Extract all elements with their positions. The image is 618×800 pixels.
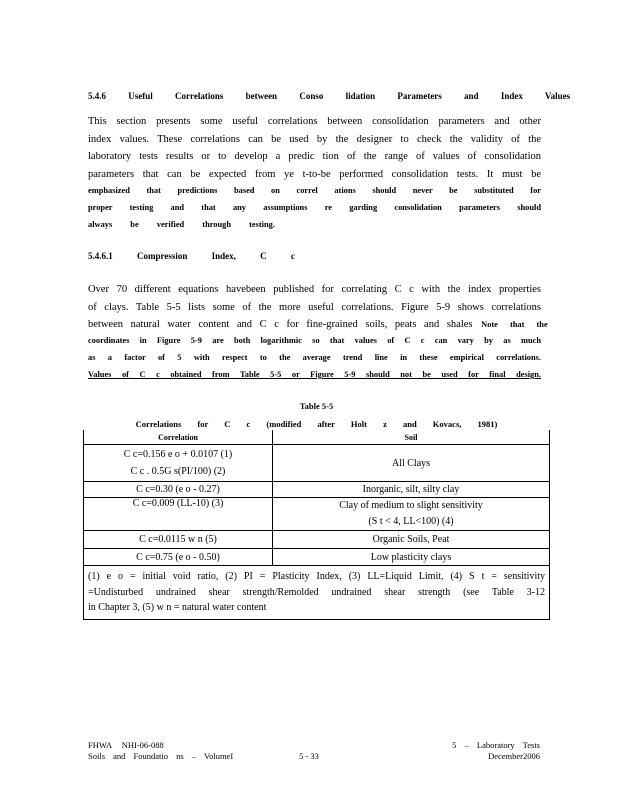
section-heading-text: 5.4.6 Useful Correlations between Conso lidation Parameters and Index Values [88, 91, 571, 101]
footer-chapter: 5 – Laboratory Tests [452, 740, 540, 750]
soil-text: Low plasticity clays [370, 551, 452, 563]
soil-cell [273, 445, 550, 482]
correlation-text: C c=0.0115 w n (5) [139, 534, 217, 545]
table-row [84, 445, 550, 482]
soil-cell [273, 482, 550, 498]
note-line: in Chapter 3, (5) w n = natural water content [88, 602, 267, 613]
table-row [84, 531, 550, 549]
text-line: coordinates in Figure 5-9 are both logarithmic so that values of C c can vary by as much [88, 336, 541, 345]
soil-text: All Clays [391, 457, 431, 469]
subsection-heading [88, 251, 295, 261]
text-line: parameters that can be expected from ye t-to-be performed consolidation tests. It must be [88, 168, 541, 180]
soil-text: (S t < 4, LL<100) (4) [368, 516, 454, 527]
paragraph-intro-emphasis [88, 182, 541, 233]
correlation-cell [84, 498, 273, 531]
text-line: as a factor of 5 with respect to the average trend line in these empirical correlations. [88, 353, 541, 362]
note-line: (1) e o = initial void ratio, (2) PI = Plasticity Index, (3) LL=Liquid Limit, (4) S t = sensitivity [88, 571, 545, 582]
soil-text: Organic Soils, Peat [372, 534, 450, 545]
correlation-cell [84, 445, 273, 482]
text-line: of clays. Table 5-5 lists some of the more useful correlations. Figure 5-9 shows correlations [88, 301, 541, 313]
soil-text: Clay of medium to slight sensitivity [339, 500, 483, 511]
note-line: =Undisturbed undrained shear strength/Remolded undrained shear strength (see Table 3-12 [88, 586, 545, 598]
text-line: emphasized that predictions based on correl ations should never be substituted for [88, 186, 541, 195]
table-header-row [84, 430, 550, 445]
section-heading [88, 91, 571, 101]
soil-cell [273, 549, 550, 566]
footer-right [430, 740, 540, 762]
paragraph-compression-note [88, 332, 541, 383]
text-line: proper testing and that any assumptions re garding consolidation parameters should [88, 203, 541, 212]
text-line [88, 316, 548, 334]
correlation-cell [84, 531, 273, 549]
text-line: Over 70 different equations havebeen published for correlating C c with the index properties [88, 284, 541, 295]
correlation-cell [84, 482, 273, 498]
subsection-heading-text: 5.4.6.1 Compression Index, C c [88, 251, 295, 261]
table-title: Correlations for C c (modified after Holt z and Kovacs, 1981) [135, 419, 498, 429]
table-row [84, 549, 550, 566]
soil-text: Inorganic, silt, silty clay [362, 484, 460, 495]
paragraph-intro [88, 113, 541, 183]
soil-cell [273, 531, 550, 549]
correlation-text: C c=0.75 (e o - 0.50) [136, 551, 220, 563]
table-number: Table 5-5 [299, 401, 334, 411]
column-header-correlation: Correlation [84, 430, 273, 445]
table-row [84, 482, 550, 498]
text-segment: between natural water content and C c for fine-grained soils, peats and shales [88, 319, 473, 330]
column-header-soil: Soil [273, 430, 550, 445]
text-line: laboratory tests results or to develop a predic tion of the range of values of consolidation [88, 151, 541, 162]
text-line: index values. These correlations can be used by the designer to check the validity of the [88, 133, 541, 145]
correlation-cell [84, 549, 273, 566]
soil-cell [273, 498, 550, 531]
page-number: 5 - 33 [299, 751, 319, 761]
footer-date: December2006 [488, 751, 540, 761]
footer-manual-title: Soils and Foundatio ns – VolumeI [88, 751, 234, 761]
paragraph-compression-index [88, 281, 548, 334]
text-line: This section presents some useful correlations between consolidation parameters and other [88, 116, 541, 127]
correlation-text: C c=0.009 (LL-10) (3) [132, 498, 224, 509]
correlation-text: C c=0.156 e o + 0.0107 (1) [123, 449, 233, 460]
table-row [84, 498, 550, 531]
table-notes-row [84, 566, 550, 620]
correlations-table [83, 430, 550, 620]
correlation-text: C c . 0.5G s(PI/100) (2) [130, 466, 226, 477]
table-notes [84, 566, 550, 620]
correlation-text: C c=0.30 (e o - 0.27) [136, 484, 220, 495]
design-warning: Values of C c obtained from Table 5-5 or Figure 5-9 should not be used for final design. [88, 370, 541, 379]
note-inline: Note that the [481, 320, 548, 329]
footer-report-number: FHWA NHI-06-088 [88, 740, 164, 750]
text-line: always be verified through testing. [88, 220, 275, 229]
